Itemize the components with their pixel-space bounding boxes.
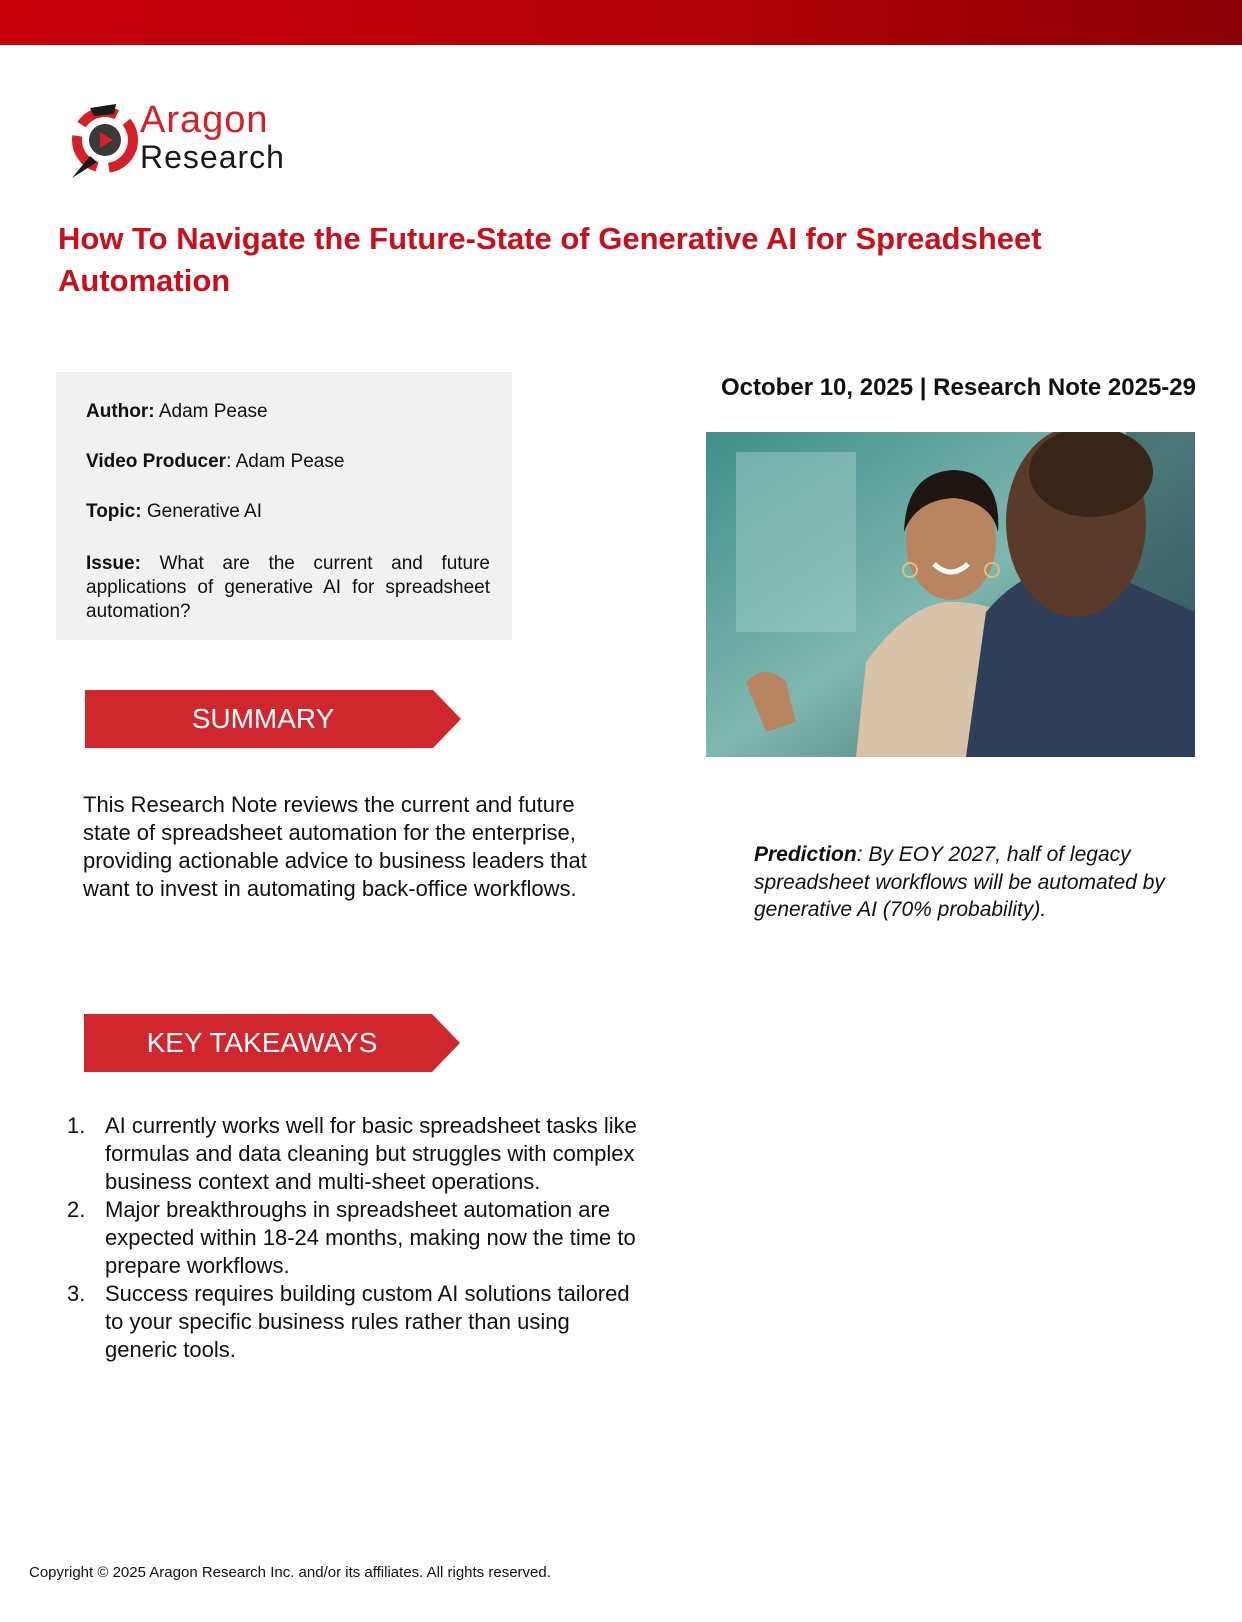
- list-item: [64, 1112, 644, 1196]
- meta-info-box: [56, 372, 512, 640]
- list-item: [64, 1280, 644, 1364]
- issue-value: What are the current and future applications of generative AI for spreadsheet automation?: [86, 553, 490, 622]
- list-item: [64, 1196, 644, 1280]
- top-color-bar: [0, 0, 1242, 45]
- logo-mark-icon: [70, 100, 140, 180]
- page-title: How To Navigate the Future-State of Generative AI for Spreadsheet Automation: [58, 221, 1042, 298]
- summary-text: This Research Note reviews the current and future state of spreadsheet automation for the enterprise, providing actionable advice to business leaders that want to invest in automating back-office workflows.: [83, 792, 587, 901]
- topic-value: Generative AI: [141, 501, 262, 522]
- topic-row: [86, 500, 490, 524]
- author-row: [86, 400, 490, 424]
- prediction-block: [754, 841, 1184, 924]
- photo-two-people-icon: [706, 432, 1195, 757]
- aragon-research-logo[interactable]: [70, 100, 330, 180]
- issue-label: Issue:: [86, 553, 141, 574]
- summary-heading: SUMMARY: [191, 703, 335, 734]
- summary-banner: [85, 690, 461, 748]
- list-item-text: AI currently works well for basic spreadsheet tasks like formulas and data cleaning but struggles with complex business context and multi-sheet operations.: [105, 1113, 637, 1194]
- list-item-number: 2.: [67, 1197, 86, 1222]
- date-and-note-number: October 10, 2025 | Research Note 2025-29: [721, 374, 1196, 401]
- list-item-text: Major breakthroughs in spreadsheet automation are expected within 18-24 months, making now the time to prepare workflows.: [105, 1197, 636, 1278]
- logo-word-research: Research: [140, 139, 285, 175]
- topic-label: Topic:: [86, 501, 142, 522]
- prediction-label: Prediction: [754, 843, 857, 866]
- copyright-footer: Copyright © 2025 Aragon Research Inc. and/or its affiliates. All rights reserved.: [29, 1564, 551, 1581]
- producer-row: [86, 450, 490, 474]
- author-value: Adam Pease: [154, 401, 268, 422]
- list-item-text: Success requires building custom AI solutions tailored to your specific business rules rather than using generic tools.: [105, 1281, 630, 1362]
- header-photo: [706, 432, 1195, 757]
- logo-word-aragon: Aragon: [140, 99, 269, 141]
- issue-row: [86, 552, 490, 624]
- key-takeaways-banner: [84, 1014, 460, 1072]
- prediction-text: : By EOY 2027, half of legacy spreadsheet workflows will be automated by generative AI (70% probability).: [754, 843, 1165, 921]
- producer-value: : Adam Pease: [226, 451, 345, 472]
- author-label: Author:: [86, 401, 155, 422]
- key-takeaways-heading: KEY TAKEAWAYS: [146, 1027, 378, 1058]
- key-takeaways-list: [64, 1112, 644, 1364]
- list-item-number: 3.: [67, 1281, 86, 1306]
- list-item-number: 1.: [67, 1113, 86, 1138]
- producer-label: Video Producer: [86, 451, 227, 472]
